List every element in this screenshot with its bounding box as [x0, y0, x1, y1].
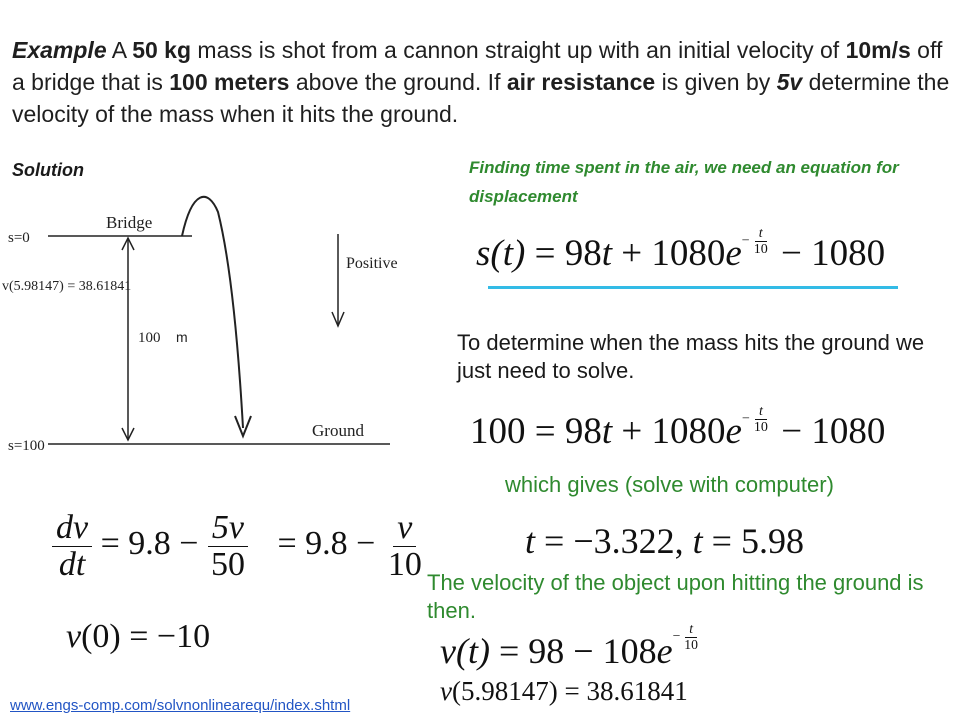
problem-text: off a bridge that is: [12, 37, 943, 95]
problem-text: determine the velocity of the mass when it hits the ground.: [12, 69, 950, 127]
initial-condition: v(0) = −10: [66, 618, 211, 655]
example-label: Example: [12, 37, 107, 63]
velocity-annotation: v(5.98147) = 38.61841: [2, 279, 132, 294]
problem-text: above the ground. If: [289, 69, 507, 95]
mass-value: 50 kg: [132, 37, 192, 63]
velocity-value: 10m/s: [845, 37, 911, 63]
problem-text: A: [106, 37, 133, 63]
displacement-equation: s(t) = 98t + 1080e− $\frac{t}{10}$ − 1080: [476, 225, 886, 274]
height-value: 100: [138, 330, 161, 346]
height-value: 100 meters: [169, 69, 290, 95]
velocity-text: The velocity of the object upon hitting the ground is then.: [427, 570, 924, 623]
s100-label: s=100: [8, 438, 45, 454]
s0-label: s=0: [8, 230, 30, 246]
ground-label: Ground: [312, 421, 364, 440]
source-link[interactable]: www.engs-comp.com/solvnonlinearequ/index.shtml: [10, 697, 351, 714]
displacement-note: Finding time spent in the air, we need an equation for displacement: [469, 158, 899, 206]
differential-equation: $\frac{dv}{dt}$ = 9.8 − $\frac{5v}{50}$ = 9.8 − $\frac{v}{10}$: [52, 510, 426, 582]
height-unit: m: [176, 329, 188, 345]
roots-equation: t = −3.322, t = 5.98: [525, 521, 804, 561]
problem-statement: [12, 34, 952, 130]
air-resistance-term: air resistance: [506, 69, 656, 95]
trajectory-path: [182, 197, 243, 428]
bridge-label: Bridge: [106, 213, 153, 232]
problem-text: mass is shot from a cannon straight up with an initial velocity of: [191, 37, 846, 63]
solution-label: Solution: [12, 160, 84, 180]
problem-text: is given by: [655, 69, 777, 95]
solve-instruction: To determine when the mass hits the ground we just need to solve.: [457, 330, 925, 383]
solve-equation: 100 = 98t + 1080e− $\frac{t}{10}$ − 1080: [470, 403, 886, 452]
velocity-equation: v(t) = 98 − 108e− $\frac{t}{10}$: [440, 621, 698, 671]
gives-text: which gives (solve with computer): [505, 472, 834, 497]
resistance-value: 5v: [776, 69, 803, 95]
highlight-underline: [488, 286, 898, 289]
velocity-result: v(5.98147) = 38.61841: [440, 676, 688, 706]
positive-label: Positive: [346, 255, 398, 272]
trajectory-diagram: [0, 190, 420, 460]
